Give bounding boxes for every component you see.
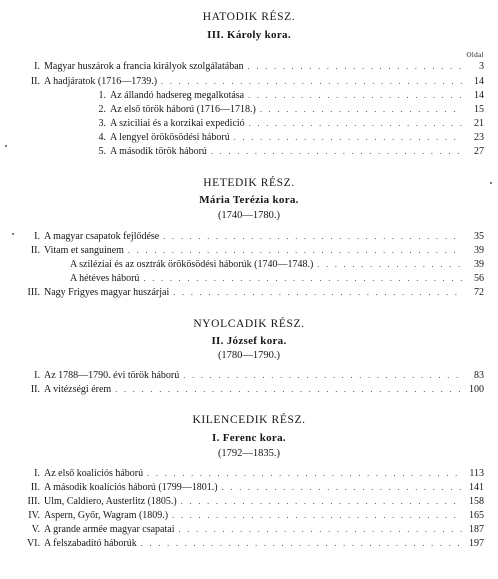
toc-entry bbox=[10, 496, 484, 509]
entry-page: 165 bbox=[469, 510, 484, 521]
entry-title: A hadjáratok (1716—1739.) bbox=[44, 76, 158, 87]
entry-title: Aspern, Győr, Wagram (1809.) bbox=[44, 510, 169, 521]
entry-number: III. bbox=[27, 496, 40, 507]
entry-number: 1. bbox=[98, 90, 106, 101]
toc-subentry bbox=[10, 146, 484, 159]
entry-number: 5. bbox=[98, 146, 106, 157]
leader-dots bbox=[139, 274, 462, 284]
entry-title: Vitam et sanguinem bbox=[44, 245, 124, 256]
entry-number: I. bbox=[34, 370, 40, 381]
entry-number: V. bbox=[31, 524, 40, 535]
era-title: II. József kora. bbox=[211, 335, 287, 347]
entry-page: 197 bbox=[469, 538, 484, 549]
entry-page: 14 bbox=[474, 76, 484, 87]
leader-dots bbox=[157, 77, 462, 87]
toc-entry bbox=[10, 524, 484, 537]
era-title: I. Ferenc kora. bbox=[212, 432, 286, 444]
toc-subentry bbox=[10, 118, 484, 131]
entry-page: 187 bbox=[469, 524, 484, 535]
entry-page: 39 bbox=[474, 245, 484, 256]
entry-title: A második koalíciós háború (1799—1801.) bbox=[44, 482, 218, 493]
leader-dots bbox=[175, 525, 463, 535]
scan-speck bbox=[12, 233, 14, 235]
entry-title: A második török háború bbox=[110, 146, 207, 157]
entry-page: 158 bbox=[469, 496, 484, 507]
toc-entry bbox=[10, 231, 484, 244]
entry-number: I. bbox=[34, 231, 40, 242]
toc-entry bbox=[10, 370, 484, 383]
leader-dots bbox=[111, 385, 462, 395]
entry-page: 141 bbox=[469, 482, 484, 493]
entry-page: 39 bbox=[474, 259, 484, 270]
toc-subentry bbox=[10, 104, 484, 117]
entry-title: Az első török háború (1716—1718.) bbox=[110, 104, 256, 115]
leader-dots bbox=[124, 246, 462, 256]
entry-title: A grande armée magyar csapatai bbox=[44, 524, 175, 535]
entry-title: A hétéves háború bbox=[70, 273, 140, 284]
era-years: (1740—1780.) bbox=[217, 210, 281, 221]
leader-dots bbox=[168, 511, 462, 521]
leader-dots bbox=[137, 539, 462, 549]
entry-number: II. bbox=[30, 245, 40, 256]
era-years: (1792—1835.) bbox=[217, 448, 281, 459]
entry-title: A sziciliai és a korzikai expedició bbox=[110, 118, 245, 129]
entry-number: II. bbox=[30, 482, 40, 493]
toc-entry bbox=[10, 245, 484, 258]
entry-page: 100 bbox=[469, 384, 484, 395]
part-title: NYOLCADIK RÉSZ. bbox=[193, 318, 305, 330]
toc-entry bbox=[10, 61, 484, 74]
leader-dots bbox=[143, 469, 462, 479]
part-title: KILENCEDIK RÉSZ. bbox=[192, 414, 306, 426]
leader-dots bbox=[244, 91, 462, 101]
toc-subentry bbox=[10, 90, 484, 103]
part-title: HATODIK RÉSZ. bbox=[202, 11, 296, 23]
page-column-header: Oldal bbox=[466, 51, 484, 59]
entry-title: A vitézségi érem bbox=[44, 384, 112, 395]
entry-page: 21 bbox=[474, 118, 484, 129]
entry-title: A sziléziai és az osztrák örökösödési háborúk (1740—1748.) bbox=[70, 259, 314, 270]
toc-entry bbox=[10, 482, 484, 495]
leader-dots bbox=[256, 105, 462, 115]
toc-entry bbox=[10, 76, 484, 89]
toc-entry bbox=[10, 468, 484, 481]
entry-title: Az első koalíciós háború bbox=[44, 468, 144, 479]
entry-number: 3. bbox=[98, 118, 106, 129]
entry-number: VI. bbox=[26, 538, 40, 549]
leader-dots bbox=[230, 133, 462, 143]
leader-dots bbox=[179, 371, 462, 381]
toc-entry bbox=[10, 538, 484, 551]
leader-dots bbox=[169, 288, 462, 298]
entry-number: 2. bbox=[98, 104, 106, 115]
entry-title: Ulm, Caldiero, Austerlitz (1805.) bbox=[44, 496, 177, 507]
leader-dots bbox=[245, 119, 462, 129]
entry-title: Az 1788—1790. évi török háború bbox=[44, 370, 180, 381]
entry-number: I. bbox=[34, 61, 40, 72]
entry-page: 15 bbox=[474, 104, 484, 115]
entry-page: 56 bbox=[474, 273, 484, 284]
entry-title: Magyar huszárok a francia királyok szolgálatában bbox=[44, 61, 244, 72]
entry-number: 4. bbox=[98, 132, 106, 143]
entry-number: IV. bbox=[28, 510, 40, 521]
entry-page: 27 bbox=[474, 146, 484, 157]
era-title: III. Károly kora. bbox=[207, 29, 291, 41]
entry-page: 14 bbox=[474, 90, 484, 101]
entry-page: 72 bbox=[474, 287, 484, 298]
leader-dots bbox=[207, 147, 462, 157]
toc-subentry bbox=[10, 259, 484, 272]
leader-dots bbox=[244, 62, 462, 72]
entry-title: Az állandó hadsereg megalkotása bbox=[110, 90, 245, 101]
scan-speck bbox=[5, 145, 7, 147]
leader-dots bbox=[218, 483, 462, 493]
leader-dots bbox=[159, 232, 462, 242]
era-title: Mária Terézia kora. bbox=[199, 194, 299, 206]
entry-number: II. bbox=[30, 384, 40, 395]
toc-entry bbox=[10, 287, 484, 300]
entry-title: A lengyel örökösödési háború bbox=[110, 132, 230, 143]
entry-title: A magyar csapatok fejlődése bbox=[44, 231, 160, 242]
toc-subentry bbox=[10, 132, 484, 145]
entry-page: 83 bbox=[474, 370, 484, 381]
leader-dots bbox=[177, 497, 462, 507]
entry-page: 23 bbox=[474, 132, 484, 143]
entry-title: A felszabadító háborúk bbox=[44, 538, 137, 549]
toc-entry bbox=[10, 510, 484, 523]
leader-dots bbox=[313, 260, 462, 270]
scan-speck bbox=[490, 182, 492, 184]
entry-title: Nagy Frigyes magyar huszárjai bbox=[44, 287, 170, 298]
era-years: (1780—1790.) bbox=[217, 350, 281, 361]
part-title: HETEDIK RÉSZ. bbox=[203, 177, 295, 189]
entry-number: II. bbox=[30, 76, 40, 87]
entry-page: 3 bbox=[479, 61, 484, 72]
entry-page: 35 bbox=[474, 231, 484, 242]
toc-entry bbox=[10, 384, 484, 397]
entry-number: III. bbox=[27, 287, 40, 298]
entry-page: 113 bbox=[469, 468, 484, 479]
toc-subentry bbox=[10, 273, 484, 286]
entry-number: I. bbox=[34, 468, 40, 479]
